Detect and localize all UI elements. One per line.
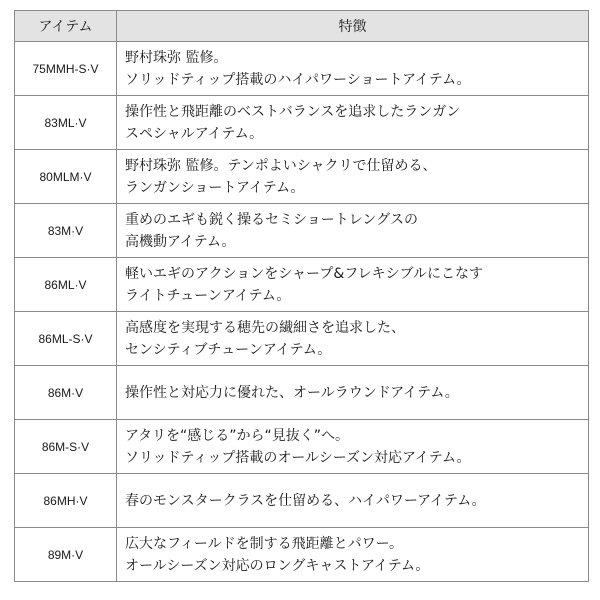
header-feature: 特徴 bbox=[117, 11, 589, 42]
table-row bbox=[15, 96, 589, 150]
feature-line: ソリッドティップ搭載のハイパワーショートアイテム。 bbox=[125, 71, 471, 88]
item-name-cell: 86ML-S·V bbox=[15, 312, 117, 366]
feature-line: 軽いエギのアクションをシャープ&フレキシブルにこなす bbox=[125, 265, 483, 282]
item-name-cell: 86MH·V bbox=[15, 474, 117, 528]
item-name-cell: 75MMH-S·V bbox=[15, 42, 117, 96]
feature-line: 重めのエギも鋭く操るセミショートレングスの bbox=[125, 211, 418, 228]
feature-line: ソリッドティップ搭載のオールシーズン対応アイテム。 bbox=[125, 449, 471, 466]
feature-line: ランガンショートアイテム。 bbox=[125, 179, 305, 196]
feature-line: 野村珠弥 監修。 bbox=[125, 49, 228, 66]
header-row bbox=[15, 11, 589, 42]
feature-cell bbox=[117, 258, 589, 312]
feature-cell bbox=[117, 366, 589, 420]
item-name-cell: 86M-S·V bbox=[15, 420, 117, 474]
feature-line: スペシャルアイテム。 bbox=[125, 125, 264, 142]
feature-line: 春のモンスタークラスを仕留める、ハイパワーアイテム。 bbox=[125, 492, 486, 509]
table-row bbox=[15, 204, 589, 258]
table-row bbox=[15, 474, 589, 528]
feature-cell bbox=[117, 204, 589, 258]
feature-line: 操作性と対応力に優れた、オールラウンドアイテム。 bbox=[125, 384, 459, 401]
feature-line: 操作性と飛距離のベストバランスを追求したランガン bbox=[125, 103, 461, 120]
item-name-cell: 86M·V bbox=[15, 366, 117, 420]
table-body bbox=[15, 42, 589, 582]
table-row bbox=[15, 312, 589, 366]
item-name-cell: 80MLM·V bbox=[15, 150, 117, 204]
feature-line: 広大なフィールドを制する飛距離とパワー。 bbox=[125, 535, 404, 552]
feature-cell bbox=[117, 420, 589, 474]
table-row bbox=[15, 420, 589, 474]
feature-cell bbox=[117, 474, 589, 528]
item-name-cell: 83M·V bbox=[15, 204, 117, 258]
table-row bbox=[15, 150, 589, 204]
spec-table bbox=[14, 10, 589, 582]
feature-line: 野村珠弥 監修。テンポよいシャクリで仕留める、 bbox=[125, 157, 437, 174]
feature-line: オールシーズン対応のロングキャストアイテム。 bbox=[125, 557, 430, 574]
header-item: アイテム bbox=[15, 11, 117, 42]
feature-cell bbox=[117, 42, 589, 96]
feature-cell bbox=[117, 528, 589, 582]
feature-cell bbox=[117, 96, 589, 150]
table-row bbox=[15, 42, 589, 96]
feature-line: ライトチューンアイテム。 bbox=[125, 287, 291, 304]
feature-line: 高機動アイテム。 bbox=[125, 233, 236, 250]
table-row bbox=[15, 258, 589, 312]
feature-line: 高感度を実現する穂先の繊細さを追求した、 bbox=[125, 319, 405, 336]
item-name-cell: 89M·V bbox=[15, 528, 117, 582]
feature-cell bbox=[117, 150, 589, 204]
feature-line: センシティブチューンアイテム。 bbox=[125, 341, 332, 358]
feature-cell bbox=[117, 312, 589, 366]
feature-line: アタリを“感じる”から“見抜く”へ。 bbox=[125, 427, 350, 444]
table-row bbox=[15, 528, 589, 582]
item-name-cell: 83ML·V bbox=[15, 96, 117, 150]
table-row bbox=[15, 366, 589, 420]
item-name-cell: 86ML·V bbox=[15, 258, 117, 312]
